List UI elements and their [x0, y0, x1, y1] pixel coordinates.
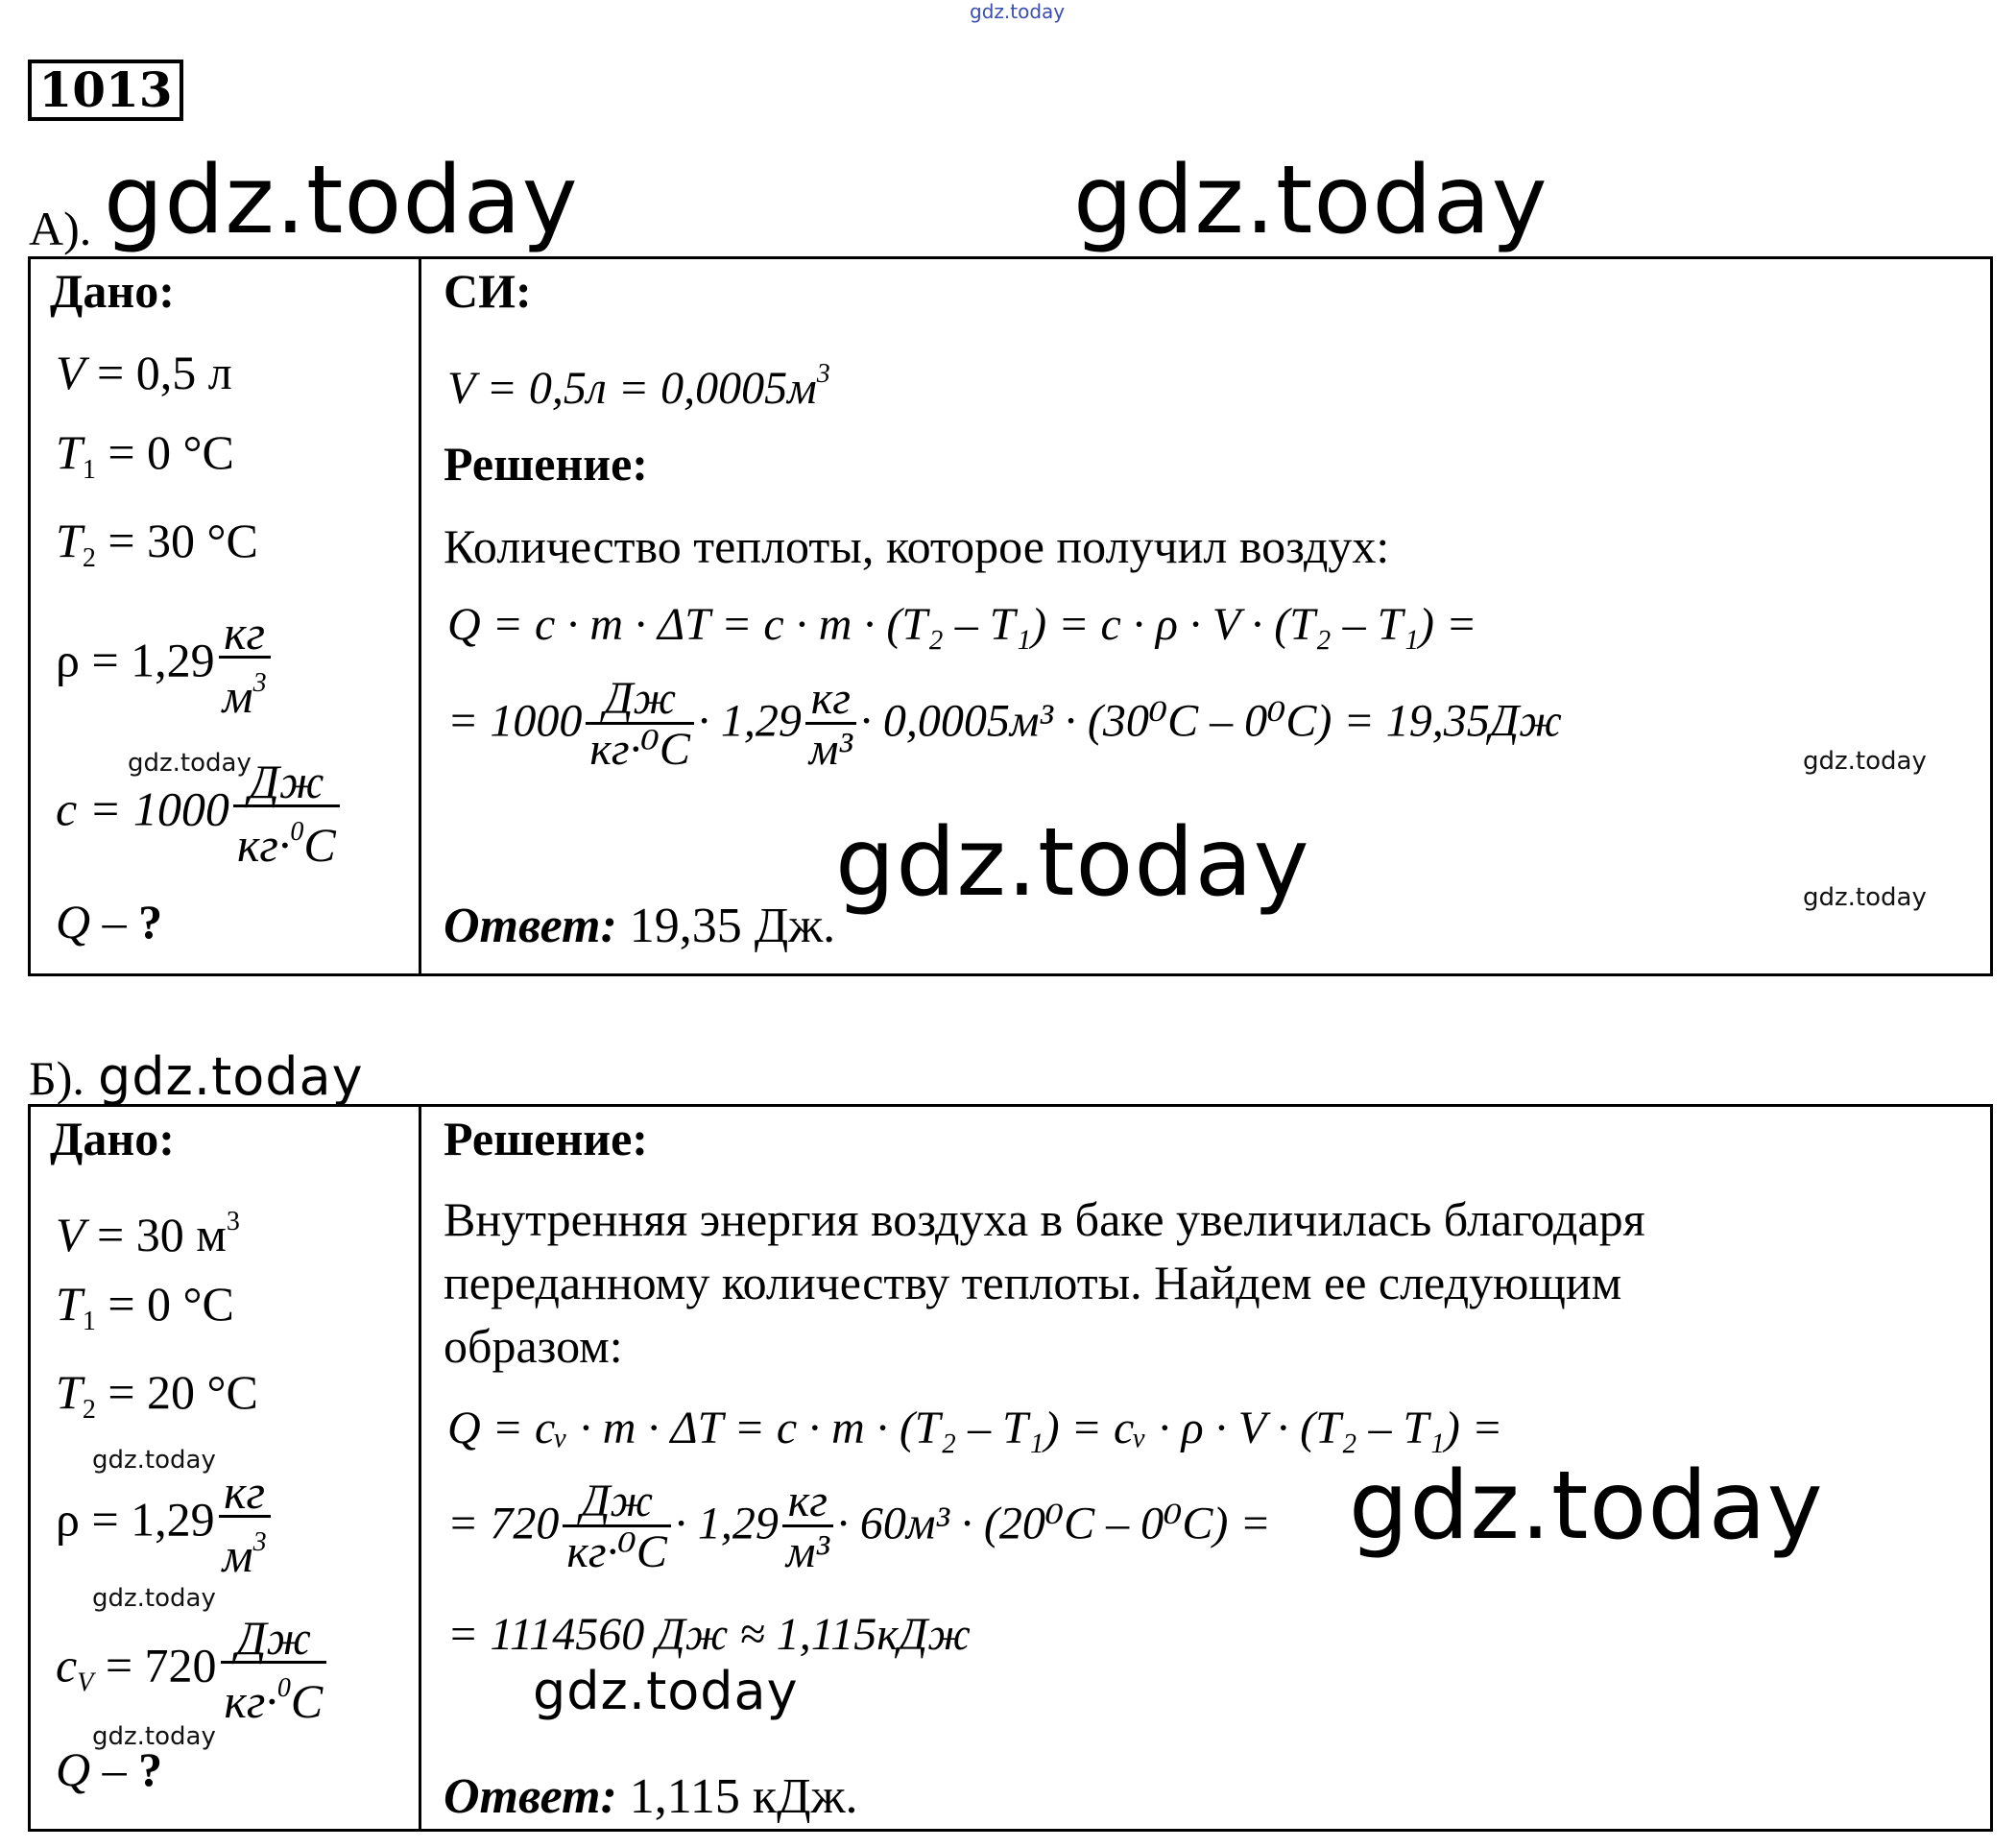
part-a-calculation: = 1000 $\frac{Дж}{\text{кг·⁰C}}$ · 1,29 $\frac{кг}{\text{м³}}$ · 0,0005м³ · (30⁰C – 0⁰C) = 19,35Дж [447, 673, 1562, 775]
part-b-solution-text-2: переданному количеству теплоты. Найдем ее следующим [444, 1256, 1622, 1309]
density-fraction-b: $\frac{кг}{м^3}$ [219, 1469, 271, 1580]
part-a-solution-header: Решение: [444, 437, 648, 491]
part-b-label: Б). [29, 1051, 84, 1105]
part-a-given-specific-heat: c = 1000 $\frac{Дж}{кг\cdot^0C}$ [56, 758, 344, 870]
calc-b-fraction-1: $\frac{Дж}{\text{кг·⁰C}}$ [563, 1478, 670, 1577]
task-number: 1013 [28, 60, 183, 121]
calc-a-fraction-1: $\frac{Дж}{\text{кг·⁰C}}$ [586, 676, 693, 775]
part-a-solution-text: Количество теплоты, которое получил воздух: [444, 519, 1390, 573]
part-a-si-line: $V = 0,5л = 0,0005м^3$ [447, 359, 830, 414]
watermark-b-small-2: gdz.today [92, 1584, 216, 1613]
part-a-label: А). [29, 202, 92, 255]
part-b-given-t2: $T_2 = 20$ °C [56, 1365, 258, 1425]
part-b-given-header: Дано: [50, 1112, 175, 1165]
part-a-given-t1: $T_1 = 0$ °C [56, 425, 234, 485]
watermark-a-1: gdz.today [104, 146, 579, 255]
watermark-b-3: gdz.today [533, 1661, 799, 1721]
part-b-answer: Ответ: 1,115 кДж. [444, 1769, 858, 1824]
part-b-result: = 1114560 Дж ≈ 1,115кДж [447, 1609, 971, 1660]
part-a-given-density: ρ = 1,29 $\frac{кг}{м^3}$ [56, 610, 275, 721]
part-b-solution-header: Решение: [444, 1112, 648, 1165]
part-b-given-volume: V = 30 $м^3$ [56, 1207, 240, 1261]
part-b-given-find: Q – ? [56, 1742, 163, 1796]
part-b-calculation: = 720 $\frac{Дж}{\text{кг·⁰C}}$ · 1,29 $\frac{кг}{\text{м³}}$ · 60м³ · (20⁰C – 0⁰C) = [447, 1476, 1271, 1577]
part-a-given-volume: V = 0,5 л [56, 346, 232, 399]
part-a-answer: Ответ: 19,35 Дж. [444, 899, 836, 953]
part-a-given-t2: $T_2 = 30$ °C [56, 514, 258, 573]
watermark-top: gdz.today [970, 0, 1066, 23]
watermark-a-2: gdz.today [1073, 146, 1548, 255]
part-b-solution-text-3: образом: [444, 1319, 623, 1373]
specific-heat-fraction-b: $\frac{Дж}{кг\cdot^0C}$ [221, 1615, 327, 1726]
watermark-b-small-1: gdz.today [92, 1446, 216, 1475]
part-b-given-density: ρ = 1,29 $\frac{кг}{м^3}$ [56, 1469, 275, 1580]
watermark-b-small-3: gdz.today [92, 1722, 216, 1751]
watermark-a-3: gdz.today [835, 808, 1310, 918]
part-a-divider [419, 256, 421, 976]
watermark-b-2: gdz.today [1349, 1452, 1824, 1561]
part-b-divider [419, 1104, 421, 1832]
watermark-b-1: gdz.today [98, 1046, 364, 1107]
watermark-a-small-1: gdz.today [128, 749, 252, 778]
part-a-formula: Q = c · m · ΔT = c · m · (T₂ – T₁) = c · ρ · V · (T₂ – T₁) = [447, 599, 1477, 650]
part-b-formula: Q = cᵥ · m · ΔT = c · m · (T₂ – T₁) = cᵥ · ρ · V · (T₂ – T₁) = [447, 1403, 1503, 1453]
part-a-given-header: Дано: [50, 264, 175, 318]
density-fraction: $\frac{кг}{м^3}$ [219, 610, 271, 721]
calc-b-fraction-2: $\frac{кг}{\text{м³}}$ [782, 1478, 833, 1577]
specific-heat-fraction: $\frac{Дж}{кг\cdot^0C}$ [233, 758, 340, 870]
part-b-given-t1: $T_1 = 0$ °C [56, 1277, 234, 1336]
part-a-si-header: СИ: [444, 264, 532, 318]
calc-a-fraction-2: $\frac{кг}{\text{м³}}$ [805, 676, 856, 775]
part-b-given-specific-heat: $c_V = 720$ $\frac{Дж}{кг\cdot^0C}$ [56, 1615, 330, 1726]
part-a-given-find: Q – ? [56, 895, 163, 948]
watermark-a-small-2: gdz.today [1803, 747, 1927, 776]
watermark-a-small-3: gdz.today [1803, 883, 1927, 912]
part-b-solution-text-1: Внутренняя энергия воздуха в баке увеличилась благодаря [444, 1192, 1645, 1246]
